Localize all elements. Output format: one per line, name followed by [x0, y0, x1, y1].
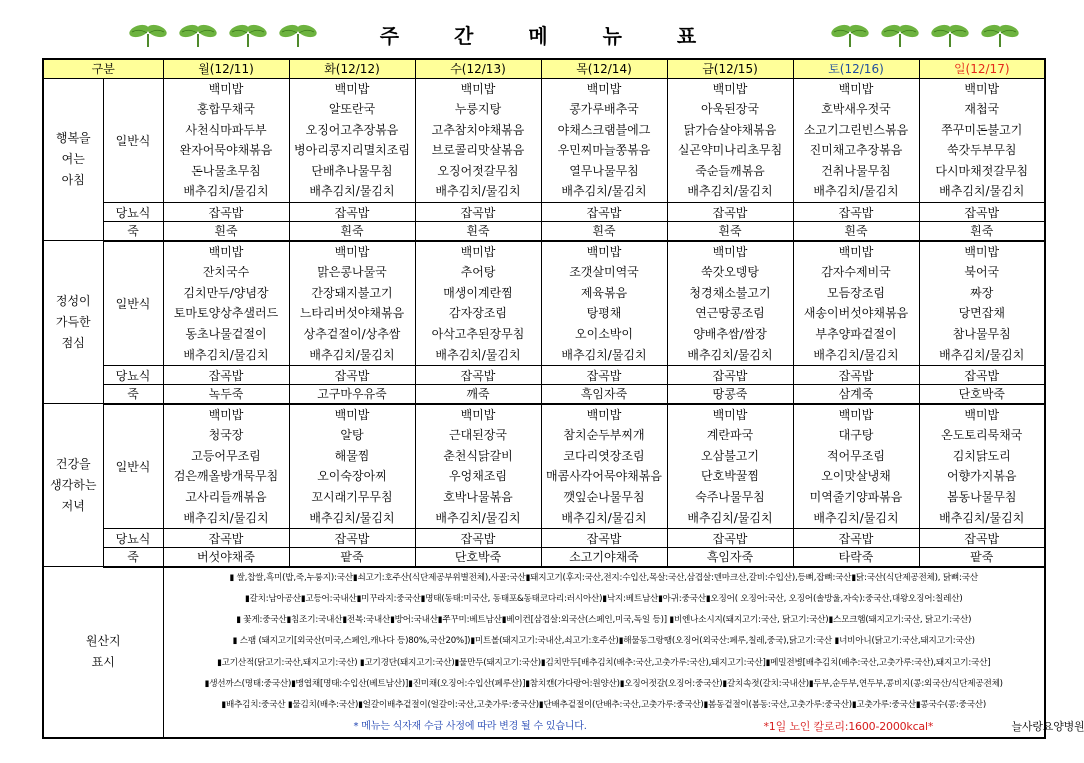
- origin-line: ▮고기산적(닭고기:국산,돼지고기:국산) ▮고기경단(돼지고기:국산)▮물만두(돼지고기:국산)▮김치만두[배추김치(배추:국산,고춧가루:국산),돼지고기:국산]▮메밀전병[배추김치(배추:국산,고춧가루:국산),돼지고기:국산]: [217, 657, 991, 668]
- meal-label-line: 저녁: [61, 498, 85, 513]
- breakfast-porridge-row: [43, 222, 1045, 241]
- dinner-porridge-row: [43, 548, 1045, 567]
- breakfast-menu-tue: [289, 78, 415, 203]
- meal-label-line: 행복을: [55, 130, 91, 145]
- menu-item: 탕평채: [586, 306, 622, 321]
- lunch-menu-wed: [415, 241, 541, 366]
- dinner-menu-tue: [289, 404, 415, 529]
- menu-item: 새송이버섯야채볶음: [803, 306, 909, 321]
- menu-item: 청국장: [208, 428, 244, 443]
- menu-item: 다시마채젓갈무침: [935, 163, 1029, 178]
- dinner-menu-sat: [793, 404, 919, 529]
- menu-item: 백미밥: [964, 81, 1000, 96]
- menu-item: 배추김치/물김치: [687, 510, 773, 525]
- menu-item: 배추김치/물김치: [561, 347, 647, 362]
- menu-item: 배추김치/물김치: [309, 347, 395, 362]
- menu-item: 참나물무침: [952, 326, 1011, 341]
- menu-item: 백미밥: [460, 244, 496, 259]
- dinner-diabetic-sun: 잡곡밥: [919, 529, 1045, 548]
- meal-label-line: 가득한: [55, 314, 91, 329]
- menu-item: 깻잎순나물무침: [563, 490, 645, 504]
- calorie-note: *1일 노인 칼로리:1600-2000kcal*: [763, 720, 934, 734]
- breakfast-diabetic-wed: 잡곡밥: [415, 203, 541, 222]
- dinner-menu-wed: [415, 404, 541, 529]
- origin-line: ▮생선까스(명태:중국산)▮맹엽채[명태:수입산(베트남산)]▮진미채(오징어:수입산(페루산)]▮참치캔(가다랑어:원양산)▮오징어젓갈(오징어:중국산)▮갈치속젓(갈치:국내산)▮두부,순두부,연두부,콩비지(콩:외국산/식단제공전체): [204, 678, 1003, 689]
- lunch-porridge-tue: 고구마우유죽: [289, 385, 415, 404]
- menu-item: 진미채고추장볶음: [809, 143, 903, 158]
- breakfast-porridge-mon: 흰죽: [163, 222, 289, 241]
- menu-item: 배추김치/물김치: [435, 510, 521, 525]
- menu-item: 모듬장조림: [827, 285, 885, 300]
- lunch-porridge-mon: 녹두죽: [163, 385, 289, 404]
- origin-row: [43, 567, 1045, 738]
- breakfast-porridge-tue: 흰죽: [289, 222, 415, 241]
- menu-item: 쭈꾸미돈불고기: [941, 122, 1023, 137]
- menu-item: 누룽지탕: [454, 102, 502, 117]
- menu-item: 어향가지볶음: [946, 469, 1017, 484]
- menu-item: 참치순두부찌개: [563, 428, 645, 443]
- menu-item: 홍합무채국: [197, 102, 255, 117]
- menu-item: 백미밥: [964, 407, 1000, 422]
- menu-item: 양배추쌈/쌈장: [693, 326, 767, 341]
- menu-item: 호박나물볶음: [443, 490, 513, 504]
- weekly-menu-table: [42, 58, 1084, 739]
- menu-item: 간장돼지불고기: [311, 285, 393, 300]
- menu-item: 백미밥: [208, 407, 244, 422]
- dinner-porridge-wed: 단호박죽: [415, 548, 541, 567]
- menu-item: 북어국: [964, 265, 1000, 280]
- origin-line: ▮갈치:남아공산▮고등어:국내산▮미꾸라지:중국산▮명태(동태:미국산, 동태포&동태코다리:러시아산)▮낙지:베트남산▮아귀:중국산▮오징어( 오징어:국산, 오징어(솔방울,자숙):중국산,대왕오징어:칠레산): [244, 593, 963, 604]
- menu-item: 병아리콩지리멸치조림: [294, 143, 410, 158]
- menu-item: 당면잡채: [958, 306, 1005, 321]
- meal-label-line: 생각하는: [50, 477, 97, 492]
- menu-item: 백미밥: [586, 244, 622, 259]
- breakfast-diabetic-tue: 잡곡밥: [289, 203, 415, 222]
- origin-line: ▮ 스팸 (돼지고기[외국산(미국,스페인,캐나다 등)80%,국산20%])▮미트볼(돼지고기:국내산,쇠고기:호주산)▮해물동그랑땡(오징어(외국산:페루,칠레,중국),닭고기:국산 ▮너비아니(닭고기:국산,돼지고기:국산): [232, 636, 975, 647]
- footer-notes: [164, 716, 1084, 737]
- menu-item: 실곤약미나리초무침: [677, 143, 783, 158]
- menu-item: 백미밥: [334, 244, 370, 259]
- breakfast-menu-thu: [541, 78, 667, 203]
- porridge-diet-label: 죽: [103, 385, 163, 404]
- breakfast-diabetic-sun: 잡곡밥: [919, 203, 1045, 222]
- day-header-tue: 화(12/12): [289, 59, 415, 78]
- menu-item: 백미밥: [460, 407, 496, 422]
- breakfast-porridge-sat: 흰죽: [793, 222, 919, 241]
- menu-item: 단호박꿀찜: [701, 469, 759, 484]
- lunch-porridge-thu: 흑임자죽: [541, 385, 667, 404]
- breakfast-diabetic-fri: 잡곡밥: [667, 203, 793, 222]
- general-diet-label: 일반식: [103, 78, 163, 203]
- sprout-icon: [980, 22, 1020, 48]
- dinner-menu-mon: [163, 404, 289, 529]
- menu-item: 건취나물무침: [821, 163, 891, 178]
- menu-item: 배추김치/물김치: [309, 184, 395, 199]
- lunch-porridge-sat: 삼계죽: [793, 385, 919, 404]
- menu-item: 알탕: [340, 428, 364, 443]
- menu-item: 아욱된장국: [701, 102, 759, 117]
- menu-item: 아삭고추된장무침: [431, 326, 525, 341]
- lunch-menu-sat: [793, 241, 919, 366]
- menu-item: 오삼불고기: [701, 448, 759, 463]
- menu-item: 배추김치/물김치: [939, 510, 1025, 525]
- breakfast-menu-fri: [667, 78, 793, 203]
- origin-label-line: 원산지: [85, 634, 121, 649]
- menu-item: 알또란국: [328, 102, 376, 117]
- diabetic-diet-label: 당뇨식: [103, 203, 163, 222]
- breakfast-porridge-wed: 흰죽: [415, 222, 541, 241]
- menu-item: 느타리버섯야채볶음: [299, 306, 405, 321]
- porridge-diet-label: 죽: [103, 222, 163, 241]
- category-header: 구분: [43, 59, 163, 78]
- general-diet-label: 일반식: [103, 404, 163, 529]
- menu-item: 미역줄기양파볶음: [809, 490, 903, 504]
- breakfast-menu-sun: [919, 78, 1045, 203]
- dinner-menu-fri: [667, 404, 793, 529]
- menu-item: 제육볶음: [580, 285, 628, 300]
- lunch-diabetic-tue: 잡곡밥: [289, 366, 415, 385]
- lunch-diabetic-sun: 잡곡밥: [919, 366, 1045, 385]
- breakfast-general-row: [43, 78, 1045, 203]
- menu-item: 백미밥: [838, 244, 874, 259]
- menu-item: 우민찌마늘쫑볶음: [557, 143, 651, 158]
- menu-item: 숙주나물무침: [695, 490, 765, 504]
- menu-item: 돈나물초무침: [191, 163, 261, 178]
- menu-item: 오징어젓갈무침: [437, 163, 519, 178]
- origin-line: ▮ 쌀,찹쌀,흑미(밥,죽,누룽지):국산▮쇠고기:호주산(식단제공부위별전체),사골:국산▮돼지고기(후지:국산,전지:수입산,목살:국산,삼겹살:덴마크산,갈비:수입산),등뼈,잡뼈:국산▮닭:국산(식단제공전체), 닭뼈:국산: [229, 572, 978, 583]
- page-title: 주 간 메 뉴 표: [379, 24, 721, 48]
- menu-item: 배추김치/물김치: [183, 347, 269, 362]
- menu-item: 백미밥: [586, 81, 622, 96]
- menu-item: 오이소박이: [575, 326, 633, 341]
- menu-item: 꼬시래기무무침: [311, 490, 393, 504]
- menu-item: 감자수제비국: [821, 265, 891, 280]
- menu-item: 고사리들깨볶음: [185, 490, 267, 504]
- lunch-diabetic-fri: 잡곡밥: [667, 366, 793, 385]
- menu-item: 백미밥: [460, 81, 496, 96]
- breakfast-porridge-sun: 흰죽: [919, 222, 1045, 241]
- meal-label-line: 여는: [61, 151, 85, 166]
- lunch-diabetic-wed: 잡곡밥: [415, 366, 541, 385]
- menu-item: 상추겉절이/상추쌈: [303, 326, 401, 341]
- breakfast-menu-sat: [793, 78, 919, 203]
- lunch-porridge-fri: 땅콩죽: [667, 385, 793, 404]
- dinner-porridge-tue: 팥죽: [289, 548, 415, 567]
- menu-item: 대구탕: [838, 428, 874, 443]
- menu-item: 감자장조림: [449, 306, 507, 321]
- menu-item: 호박새우젓국: [821, 102, 891, 117]
- menu-item: 봄동나물무침: [946, 490, 1017, 504]
- day-header-fri: 금(12/15): [667, 59, 793, 78]
- day-header-mon: 월(12/11): [163, 59, 289, 78]
- menu-item: 백미밥: [208, 81, 244, 96]
- menu-item: 사천식마파두부: [185, 122, 267, 137]
- lunch-diabetic-thu: 잡곡밥: [541, 366, 667, 385]
- dinner-general-row: [43, 404, 1045, 529]
- menu-item: 고추참치야채볶음: [431, 122, 525, 137]
- dinner-porridge-sat: 타락죽: [793, 548, 919, 567]
- menu-item: 단배추나물무침: [311, 163, 393, 178]
- menu-item: 콩가루배추국: [569, 102, 639, 117]
- menu-item: 배추김치/물김치: [183, 184, 269, 199]
- day-header-thu: 목(12/14): [541, 59, 667, 78]
- menu-item: 배추김치/물김치: [813, 347, 899, 362]
- menu-item: 백미밥: [334, 407, 370, 422]
- breakfast-diabetic-sat: 잡곡밥: [793, 203, 919, 222]
- meal-label-dinner: [43, 404, 103, 567]
- menu-item: 해물찜: [334, 448, 370, 463]
- origin-line: ▮ 꽃게:중국산▮침조기:국내산▮전복:국내산▮방어:국내산▮쭈꾸미:베트남산▮베이컨[삼겹살:외국산(스페인,미국,독일 등)] ▮비엔나소시지(돼지고기:국산, 닭고기:국산)▮스모크햄(돼지고기:국산, 닭고기:국산): [236, 615, 972, 626]
- menu-item: 추어탕: [460, 265, 496, 280]
- menu-item: 우엉채조림: [449, 469, 507, 484]
- hospital-name: 늘사랑요양병원: [1011, 720, 1084, 734]
- menu-item: 배추김치/물김치: [183, 510, 269, 525]
- breakfast-porridge-thu: 흰죽: [541, 222, 667, 241]
- lunch-porridge-sun: 단호박죽: [919, 385, 1045, 404]
- menu-item: 코다리엿장조림: [563, 448, 645, 463]
- day-header-wed: 수(12/13): [415, 59, 541, 78]
- lunch-menu-tue: [289, 241, 415, 366]
- menu-item: 쑥갓오뎅탕: [701, 265, 759, 280]
- menu-item: 배추김치/물김치: [687, 184, 773, 199]
- lunch-diabetic-row: [43, 366, 1045, 385]
- origin-label: [43, 567, 163, 738]
- menu-item: 백미밥: [964, 244, 1000, 259]
- menu-item: 김치만두/양념장: [183, 285, 269, 300]
- breakfast-menu-wed: [415, 78, 541, 203]
- lunch-menu-sun: [919, 241, 1045, 366]
- menu-item: 계란파국: [706, 428, 754, 443]
- sprout-icon: [880, 22, 920, 48]
- menu-item: 쑥갓두부무침: [946, 143, 1017, 158]
- sprout-decoration-right: [830, 22, 1020, 48]
- general-diet-label: 일반식: [103, 241, 163, 366]
- menu-item: 연근땅콩조림: [695, 306, 765, 321]
- dinner-diabetic-row: [43, 529, 1045, 548]
- menu-item: 죽순들깨볶음: [695, 163, 765, 178]
- menu-item: 동초나물겉절이: [185, 326, 267, 341]
- menu-item: 백미밥: [838, 407, 874, 422]
- menu-item: 온도토리묵채국: [941, 428, 1023, 443]
- menu-item: 조갯살미역국: [569, 265, 639, 280]
- menu-item: 배추김치/물김치: [561, 510, 647, 525]
- dinner-porridge-fri: 흑임자죽: [667, 548, 793, 567]
- lunch-menu-thu: [541, 241, 667, 366]
- menu-item: 브로콜리맛살볶음: [431, 143, 525, 158]
- dinner-porridge-sun: 팥죽: [919, 548, 1045, 567]
- lunch-porridge-wed: 깨죽: [415, 385, 541, 404]
- dinner-diabetic-sat: 잡곡밥: [793, 529, 919, 548]
- menu-item: 잔치국수: [202, 265, 250, 280]
- menu-item: 오이맛살냉채: [821, 469, 891, 484]
- menu-item: 백미밥: [712, 244, 748, 259]
- menu-item: 부추양파겉절이: [815, 326, 897, 341]
- day-header-sat: 토(12/16): [793, 59, 919, 78]
- dinner-diabetic-fri: 잡곡밥: [667, 529, 793, 548]
- dinner-porridge-mon: 버섯야채죽: [163, 548, 289, 567]
- breakfast-menu-mon: [163, 78, 289, 203]
- menu-item: 오이숙장아찌: [317, 469, 387, 484]
- menu-item: 매생이계란찜: [443, 285, 513, 300]
- page-header: [0, 0, 1076, 58]
- menu-item: 배추김치/물김치: [813, 184, 899, 199]
- menu-item: 고등어무조림: [191, 448, 261, 463]
- meal-label-line: 건강을: [55, 456, 91, 471]
- dinner-diabetic-mon: 잡곡밥: [163, 529, 289, 548]
- menu-item: 백미밥: [712, 81, 748, 96]
- menu-item: 청경채소불고기: [689, 285, 771, 300]
- meal-label-breakfast: [43, 78, 103, 241]
- menu-item: 김치닭도리: [952, 448, 1011, 463]
- menu-item: 맑은콩나물국: [317, 265, 387, 280]
- menu-item: 매콤사각어묵야채볶음: [546, 469, 662, 484]
- menu-item: 백미밥: [334, 81, 370, 96]
- menu-item: 배추김치/물김치: [435, 347, 521, 362]
- menu-item: 백미밥: [586, 407, 622, 422]
- lunch-menu-fri: [667, 241, 793, 366]
- dinner-diabetic-tue: 잡곡밥: [289, 529, 415, 548]
- menu-item: 소고기그린빈스볶음: [803, 122, 909, 137]
- menu-item: 배추김치/물김치: [939, 347, 1025, 362]
- diabetic-diet-label: 당뇨식: [103, 366, 163, 385]
- menu-item: 배추김치/물김치: [309, 510, 395, 525]
- origin-info: [163, 567, 1084, 738]
- dinner-diabetic-thu: 잡곡밥: [541, 529, 667, 548]
- breakfast-diabetic-thu: 잡곡밥: [541, 203, 667, 222]
- dinner-menu-thu: [541, 404, 667, 529]
- menu-item: 완자어묵야채볶음: [179, 143, 273, 158]
- day-header-sun: 일(12/17): [919, 59, 1045, 78]
- breakfast-porridge-fri: 흰죽: [667, 222, 793, 241]
- menu-item: 백미밥: [208, 244, 244, 259]
- meal-label-line: 점심: [61, 335, 85, 350]
- lunch-porridge-row: [43, 385, 1045, 404]
- lunch-menu-mon: [163, 241, 289, 366]
- menu-item: 토마토양상추샐러드: [173, 306, 279, 321]
- dinner-menu-sun: [919, 404, 1045, 529]
- porridge-diet-label: 죽: [103, 548, 163, 567]
- menu-item: 춘천식닭갈비: [443, 448, 513, 463]
- menu-item: 배추김치/물김치: [561, 184, 647, 199]
- menu-item: 짜장: [970, 285, 994, 300]
- menu-item: 백미밥: [838, 81, 874, 96]
- lunch-diabetic-mon: 잡곡밥: [163, 366, 289, 385]
- sprout-icon: [930, 22, 970, 48]
- menu-item: 근대된장국: [449, 428, 507, 443]
- dinner-diabetic-wed: 잡곡밥: [415, 529, 541, 548]
- menu-item: 배추김치/물김치: [435, 184, 521, 199]
- meal-label-line: 정성이: [55, 293, 91, 308]
- menu-item: 닭가슴살야채볶음: [683, 122, 777, 137]
- dinner-porridge-thu: 소고기야채죽: [541, 548, 667, 567]
- origin-label-line: 표시: [91, 655, 115, 670]
- menu-item: 열무나물무침: [569, 163, 639, 178]
- origin-line: ▮배추김치:중국산 ▮물김치(배추:국산)▮얼갈이배추겉절이(얼갈이:국산,고춧가루:중국산)▮단배추겉절이(단배추:국산,고춧가루:중국산)▮봄동겉절이(봄동:국산,고춧가루:중국산)▮고춧가루:중국산▮콩국수(콩:중국산): [221, 699, 987, 710]
- meal-label-lunch: [43, 241, 103, 404]
- menu-item: 오징어고추장볶음: [305, 122, 399, 137]
- menu-item: 야채스크램블에그: [557, 122, 651, 137]
- menu-change-notice: * 메뉴는 식자재 수급 사정에 따라 변경 될 수 있습니다.: [353, 721, 587, 733]
- lunch-general-row: [43, 241, 1045, 366]
- menu-item: 배추김치/물김치: [687, 347, 773, 362]
- sprout-icon: [830, 22, 870, 48]
- menu-item: 백미밥: [712, 407, 748, 422]
- menu-item: 배추김치/물김치: [813, 510, 899, 525]
- menu-item: 검은깨올방개묵무침: [173, 469, 279, 484]
- lunch-diabetic-sat: 잡곡밥: [793, 366, 919, 385]
- breakfast-diabetic-row: [43, 203, 1045, 222]
- diabetic-diet-label: 당뇨식: [103, 529, 163, 548]
- menu-item: 적어무조림: [827, 448, 885, 463]
- breakfast-diabetic-mon: 잡곡밥: [163, 203, 289, 222]
- header-row: [43, 59, 1045, 78]
- menu-item: 배추김치/물김치: [939, 184, 1025, 199]
- menu-item: 재첩국: [964, 102, 1000, 117]
- meal-label-line: 아침: [61, 172, 85, 187]
